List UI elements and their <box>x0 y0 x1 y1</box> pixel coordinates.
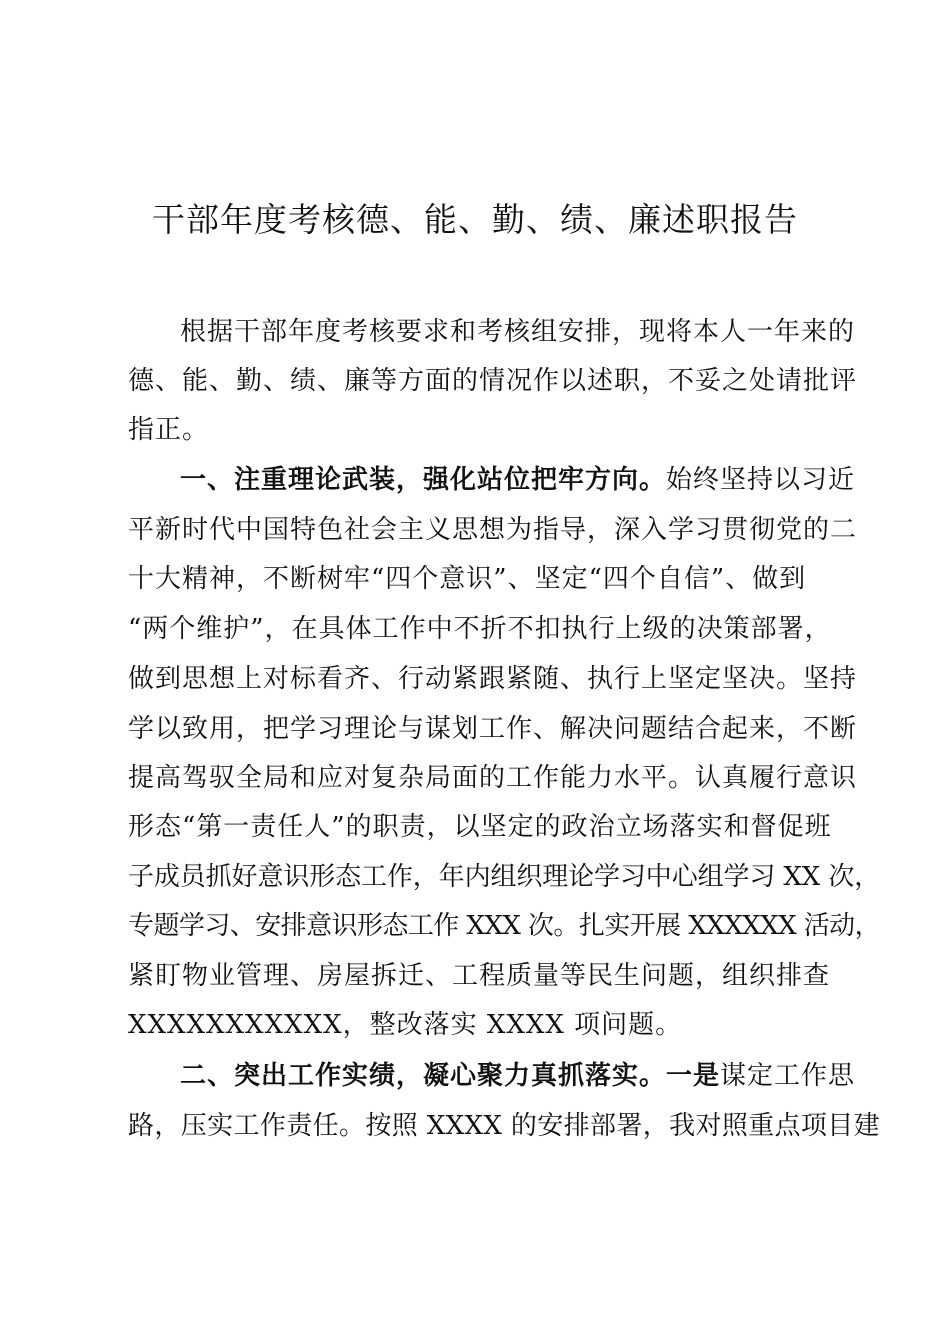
section1-line-7: 提高驾驭全局和应对复杂局面的工作能力水平。认真履行意识 <box>128 763 858 793</box>
section1-line-10: 专题学习、安排意识形态工作 XXX 次。扎实开展 XXXXXX 活动， <box>128 911 881 941</box>
section1-line-3: 十大精神，不断树牢“四个意识”、坚定“四个自信”、做到 <box>128 564 807 594</box>
intro-line-1: 根据干部年度考核要求和考核组安排，现将本人一年来的 <box>180 317 856 347</box>
section2-bold-lead: 一是 <box>666 1061 721 1091</box>
section1-first-line-text: 始终坚持以习近 <box>666 465 856 495</box>
section1-line-4: “两个维护”，在具体工作中不折不扣执行上级的决策部署， <box>128 614 832 644</box>
section2-heading: 二、突出工作实绩，凝心聚力真抓落实。 <box>180 1061 667 1091</box>
intro-line-3: 指正。 <box>128 415 210 445</box>
section1-heading: 一、注重理论武装，强化站位把牢方向。 <box>180 465 667 495</box>
section1-line-8: 形态“第一责任人”的职责，以坚定的政治立场落实和督促班 <box>128 812 832 842</box>
section1-line-6: 学以致用，把学习理论与谋划工作、解决问题结合起来，不断 <box>128 714 858 744</box>
section2-first-line <box>180 1058 880 1094</box>
section2-line-2: 路，压实工作责任。按照 XXXX 的安排部署，我对照重点项目建 <box>128 1111 881 1141</box>
section1-line-11: 紧盯物业管理、房屋拆迁、工程质量等民生问题，组织排查 <box>128 961 831 991</box>
intro-line-2: 德、能、勤、绩、廉等方面的情况作以述职，不妥之处请批评 <box>128 366 858 396</box>
section1-line-2: 平新时代中国特色社会主义思想为指导，深入学习贯彻党的二 <box>128 515 858 545</box>
document-title: 干部年度考核德、能、勤、绩、廉述职报告 <box>152 200 798 239</box>
section2-first-line-text: 谋定工作思 <box>720 1061 856 1091</box>
section1-line-5: 做到思想上对标看齐、行动紧跟紧随、执行上坚定坚决。坚持 <box>128 664 858 694</box>
section1-line-12: XXXXXXXXXXX，整改落实 XXXX 项问题。 <box>128 1010 683 1040</box>
section1-line-9: 子成员抓好意识形态工作，年内组织理论学习中心组学习 XX 次， <box>128 862 881 892</box>
section1-first-line <box>180 462 880 498</box>
